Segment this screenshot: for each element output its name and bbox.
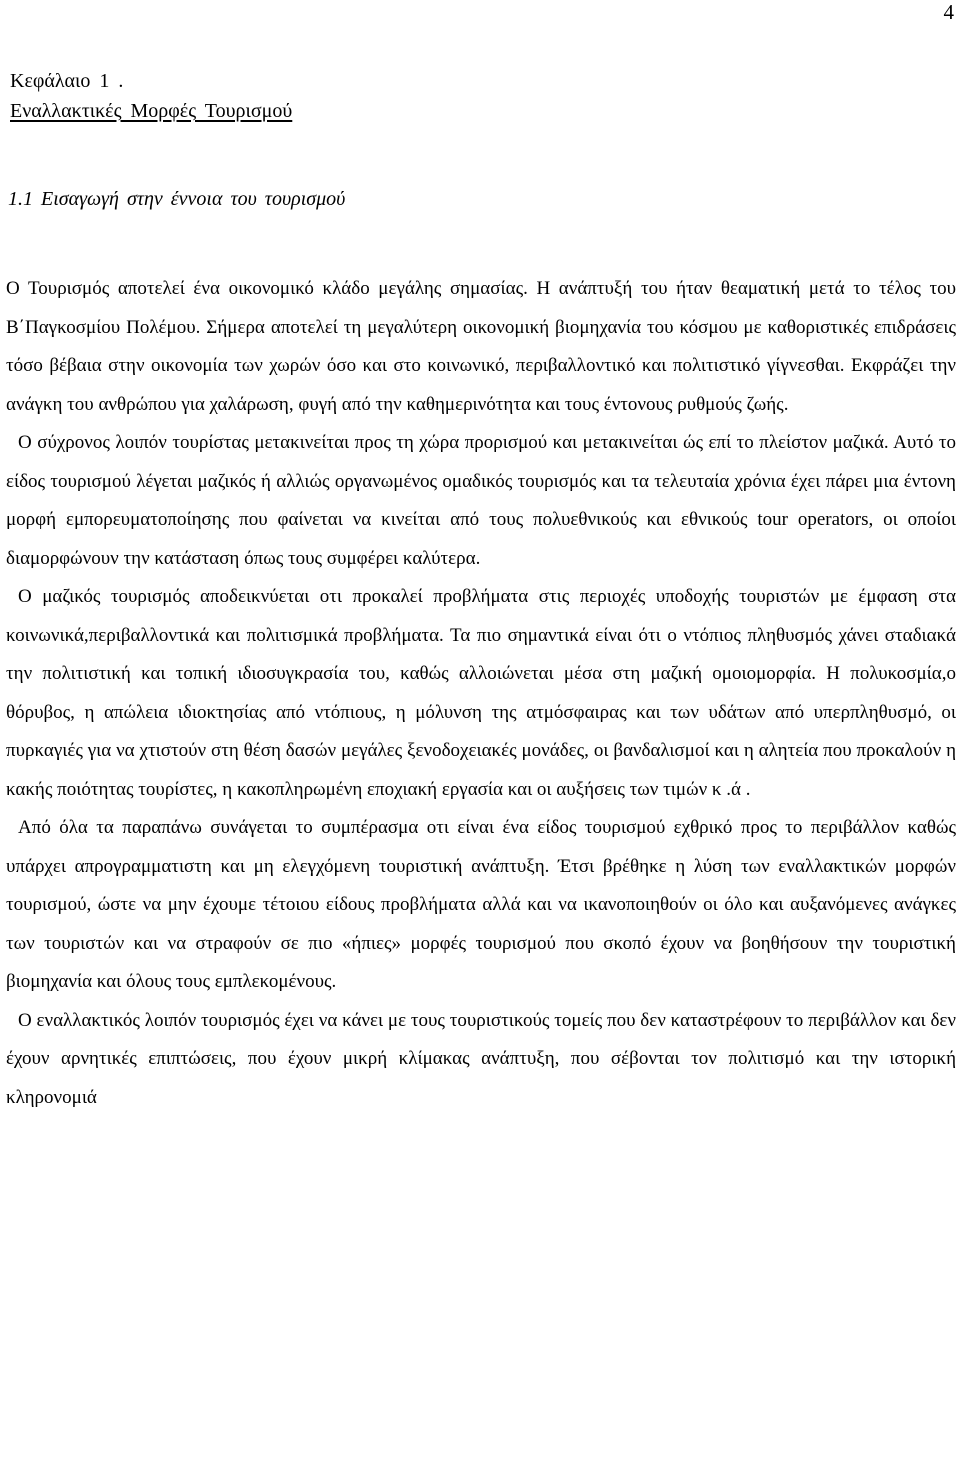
chapter-subtitle: Εναλλακτικές Μορφές Τουρισμού bbox=[10, 100, 293, 122]
chapter-label: Κεφάλαιο 1 . bbox=[10, 70, 124, 92]
paragraph-2: Ο σύχρονος λοιπόν τουρίστας μετακινείται προς τη χώρα προρισμού και μετακινείται ώς επί το πλείστον μαζικά. Αυτό το είδος τουρισμού λέγεται μαζικός ή αλλιώς οργανωμένος ομαδικός τουρισμός και τα τελευταία χρόνια έχει πάρει μια έντονη μορφή εμπορευματοποίησης που φαίνεται να κινείται από τους πολυεθνικούς και εθνικούς tour operators, οι οποίοι διαμορφώνουν την κατάσταση όπως τους συμφέρει καλύτερα. bbox=[6, 432, 956, 569]
paragraph-3: Ο μαζικός τουρισμός αποδεικνύεται οτι προκαλεί προβλήματα στις περιοχές υποδοχής τουριστών με έμφαση στα κοινωνικά,περιβαλλοντικά και πολιτισμικά προβλήματα. Τα πιο σημαντικά είναι ότι ο ντόπιος πληθυσμός χάνει σταδιακά την πολιτιστική και τοπική ιδιοσυγκρασία του, καθώς αλλοιώνεται μέσα στη μαζική ομοιομορφία. Η πολυκοσμία,ο θόρυβος, η απώλεια ιδιοκτησίας από ντόπιους, η μόλυνση της ατμόσφαιρας και των υδάτων από υπερπληθυσμό, οι πυρκαγιές για να χτιστούν στη θέση δασών μεγάλες ξενοδοχειακές μονάδες, οι βανδαλισμοί και η αλητεία που προκαλούν η κακής ποιότητας τουρίστες, η κακοπληρωμένη εποχιακή εργασία και οι αυξήσεις των τιμών κ .ά . bbox=[6, 586, 956, 800]
section-heading: 1.1 Εισαγωγή στην έννοια του τουρισμού bbox=[8, 188, 346, 210]
paragraph-1: Ο Τουρισμός αποτελεί ένα οικονομικό κλάδο μεγάλης σημασίας. Η ανάπτυξή του ήταν θεαματική μετά το τέλος του Β΄Παγκοσμίου Πολέμου. Σήμερα αποτελεί τη μεγαλύτερη οικονομική βιομηχανία του κόσμου με καθοριστικές επιδράσεις τόσο βέβαια στην οικονομία των χωρών όσο και στο κοινωνικό, περιβαλλοντικό και πολιτιστικό γίγνεσθαι. Εκφράζει την ανάγκη του ανθρώπου για χαλάρωση, φυγή από την καθημερινότητα και τους έντονους ρυθμούς ζωής. bbox=[6, 278, 956, 415]
page-number: 4 bbox=[943, 0, 954, 24]
body-text bbox=[6, 270, 956, 1117]
chapter-title-block bbox=[10, 66, 292, 126]
paragraph-5: Ο εναλλακτικός λοιπόν τουρισμός έχει να κάνει με τους τουριστικούς τομείς που δεν καταστρέφουν το περιβάλλον και δεν έχουν αρνητικές επιπτώσεις, που έχουν μικρή κλίμακας ανάπτυξη, που σέβονται τον πολιτισμό και την ιστορική κληρονομιά bbox=[6, 1009, 956, 1108]
paragraph-4: Από όλα τα παραπάνω συνάγεται το συμπέρασμα οτι είναι ένα είδος τουρισμού εχθρικό προς το περιβάλλον καθώς υπάρχει απρογραμματιστη και μη ελεγχόμενη τουριστική ανάπτυξη. Έτσι βρέθηκε η λύση των εναλλακτικών μορφών τουρισμού, ώστε να μην έχουμε τέτοιου είδους προβλήματα αλλά και να ικανοποιηθούν οι όλο και αυξανόμενες ανάγκες των τουριστών και να στραφούν σε πιο «ήπιες» μορφές τουρισμού που σκοπό έχουν να βοηθήσουν την τουριστική βιομηχανία και όλους τους εμπλεκομένους. bbox=[6, 817, 956, 992]
